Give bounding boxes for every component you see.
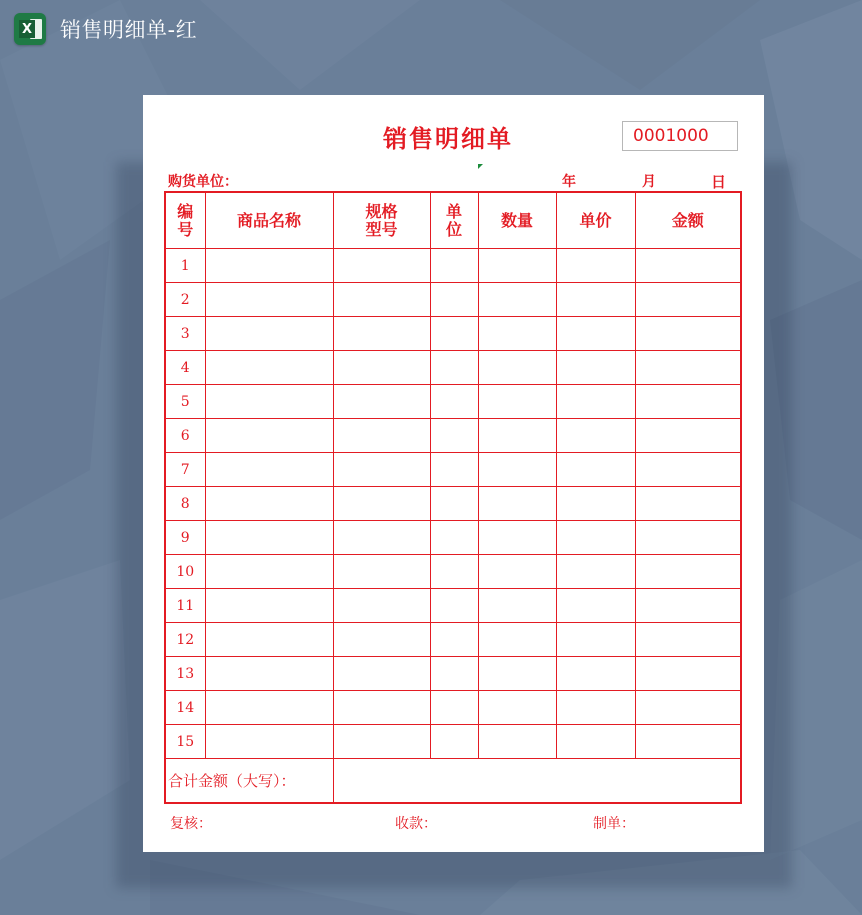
unit-cell[interactable]: [430, 249, 478, 283]
row-number-cell: 11: [165, 589, 205, 623]
date-day-label: 日: [711, 173, 727, 191]
unit-cell[interactable]: [430, 623, 478, 657]
amount-cell[interactable]: [635, 589, 741, 623]
amount-cell[interactable]: [635, 555, 741, 589]
amount-cell[interactable]: [635, 283, 741, 317]
detail-table: [164, 191, 742, 804]
cell-comment-marker: [478, 164, 483, 169]
row-number-cell: 12: [165, 623, 205, 657]
unit-cell[interactable]: [430, 385, 478, 419]
table-row: [165, 283, 741, 317]
product-name-cell[interactable]: [205, 249, 333, 283]
buyer-label: 购货单位：: [168, 174, 238, 190]
header-product-name: 商品名称: [205, 192, 333, 249]
unit-price-cell[interactable]: [556, 725, 635, 759]
unit-cell[interactable]: [430, 419, 478, 453]
spec-model-cell[interactable]: [333, 283, 430, 317]
amount-cell[interactable]: [635, 623, 741, 657]
quantity-cell[interactable]: [478, 657, 556, 691]
quantity-cell[interactable]: [478, 589, 556, 623]
table-row: [165, 555, 741, 589]
spec-model-cell[interactable]: [333, 453, 430, 487]
unit-price-cell[interactable]: [556, 691, 635, 725]
table-row: [165, 317, 741, 351]
amount-cell[interactable]: [635, 521, 741, 555]
amount-cell[interactable]: [635, 691, 741, 725]
row-number-cell: 7: [165, 453, 205, 487]
table-row: [165, 487, 741, 521]
table-row: [165, 623, 741, 657]
header-quantity: 数量: [478, 192, 556, 249]
quantity-cell[interactable]: [478, 317, 556, 351]
table-row: [165, 691, 741, 725]
row-number-cell: 8: [165, 487, 205, 521]
product-name-cell[interactable]: [205, 317, 333, 351]
product-name-cell[interactable]: [205, 555, 333, 589]
spec-model-cell[interactable]: [333, 657, 430, 691]
product-name-cell[interactable]: [205, 589, 333, 623]
product-name-cell[interactable]: [205, 351, 333, 385]
amount-cell[interactable]: [635, 249, 741, 283]
row-number-cell: 4: [165, 351, 205, 385]
unit-price-cell[interactable]: [556, 555, 635, 589]
table-row: [165, 657, 741, 691]
table-row: [165, 351, 741, 385]
review-label: 复核：: [170, 816, 212, 832]
unit-price-cell[interactable]: [556, 351, 635, 385]
spec-model-cell[interactable]: [333, 589, 430, 623]
quantity-cell[interactable]: [478, 453, 556, 487]
table-header-row: [165, 192, 741, 249]
excel-icon-letter: X: [19, 20, 35, 38]
unit-price-cell[interactable]: [556, 249, 635, 283]
amount-cell[interactable]: [635, 317, 741, 351]
unit-cell[interactable]: [430, 657, 478, 691]
quantity-cell[interactable]: [478, 419, 556, 453]
product-name-cell[interactable]: [205, 521, 333, 555]
product-name-cell[interactable]: [205, 385, 333, 419]
product-name-cell[interactable]: [205, 283, 333, 317]
product-name-cell[interactable]: [205, 419, 333, 453]
quantity-cell[interactable]: [478, 521, 556, 555]
product-name-cell[interactable]: [205, 725, 333, 759]
unit-price-cell[interactable]: [556, 453, 635, 487]
table-row: [165, 249, 741, 283]
product-name-cell[interactable]: [205, 623, 333, 657]
row-number-cell: 2: [165, 283, 205, 317]
header-spec-model: 规格 型号: [333, 192, 430, 249]
date-month-label: 月: [642, 174, 656, 190]
table-row: [165, 419, 741, 453]
unit-cell[interactable]: [430, 521, 478, 555]
header-amount: 金额: [635, 192, 741, 249]
unit-cell[interactable]: [430, 691, 478, 725]
quantity-cell[interactable]: [478, 623, 556, 657]
spec-model-cell[interactable]: [333, 691, 430, 725]
table-row: [165, 385, 741, 419]
product-name-cell[interactable]: [205, 691, 333, 725]
amount-cell[interactable]: [635, 453, 741, 487]
receipt-label: 收款：: [395, 816, 437, 832]
product-name-cell[interactable]: [205, 487, 333, 521]
product-name-cell[interactable]: [205, 453, 333, 487]
row-number-cell: 15: [165, 725, 205, 759]
spec-model-cell[interactable]: [333, 317, 430, 351]
row-number-cell: 3: [165, 317, 205, 351]
row-number-cell: 9: [165, 521, 205, 555]
app-title: 销售明细单-红: [60, 18, 198, 42]
row-number-cell: 1: [165, 249, 205, 283]
spec-model-cell[interactable]: [333, 351, 430, 385]
unit-price-cell[interactable]: [556, 317, 635, 351]
spec-model-cell[interactable]: [333, 419, 430, 453]
amount-cell[interactable]: [635, 385, 741, 419]
spec-model-cell[interactable]: [333, 521, 430, 555]
row-number-cell: 5: [165, 385, 205, 419]
amount-cell[interactable]: [635, 351, 741, 385]
quantity-cell[interactable]: [478, 725, 556, 759]
unit-price-cell[interactable]: [556, 657, 635, 691]
table-row: [165, 453, 741, 487]
unit-cell[interactable]: [430, 317, 478, 351]
spec-model-cell[interactable]: [333, 623, 430, 657]
unit-cell[interactable]: [430, 487, 478, 521]
unit-cell[interactable]: [430, 453, 478, 487]
unit-price-cell[interactable]: [556, 283, 635, 317]
row-number-cell: 13: [165, 657, 205, 691]
amount-cell[interactable]: [635, 487, 741, 521]
spec-model-cell[interactable]: [333, 725, 430, 759]
header-unit: 单 位: [430, 192, 478, 249]
unit-price-cell[interactable]: [556, 521, 635, 555]
unit-price-cell[interactable]: [556, 589, 635, 623]
unit-cell[interactable]: [430, 351, 478, 385]
total-amount-label: 合计金额（大写）：: [165, 759, 333, 804]
unit-price-cell[interactable]: [556, 419, 635, 453]
quantity-cell[interactable]: [478, 691, 556, 725]
serial-number-field[interactable]: 0001000: [622, 121, 738, 151]
app-header: [14, 12, 197, 46]
header-no: 编 号: [165, 192, 205, 249]
amount-cell[interactable]: [635, 419, 741, 453]
unit-price-cell[interactable]: [556, 487, 635, 521]
table-body: [165, 249, 741, 759]
quantity-cell[interactable]: [478, 385, 556, 419]
spec-model-cell[interactable]: [333, 555, 430, 589]
table-row: [165, 589, 741, 623]
spec-model-cell[interactable]: [333, 249, 430, 283]
excel-icon: [14, 13, 46, 45]
quantity-cell[interactable]: [478, 487, 556, 521]
row-number-cell: 14: [165, 691, 205, 725]
total-row: [165, 759, 741, 804]
spec-model-cell[interactable]: [333, 385, 430, 419]
product-name-cell[interactable]: [205, 657, 333, 691]
unit-cell[interactable]: [430, 725, 478, 759]
unit-price-cell[interactable]: [556, 623, 635, 657]
date-year-label: 年: [562, 174, 576, 190]
total-amount-cell[interactable]: [333, 759, 741, 804]
quantity-cell[interactable]: [478, 555, 556, 589]
table-row: [165, 521, 741, 555]
quantity-cell[interactable]: [478, 249, 556, 283]
unit-cell[interactable]: [430, 555, 478, 589]
unit-cell[interactable]: [430, 283, 478, 317]
row-number-cell: 10: [165, 555, 205, 589]
table-row: [165, 725, 741, 759]
amount-cell[interactable]: [635, 657, 741, 691]
header-unit-price: 单价: [556, 192, 635, 249]
unit-price-cell[interactable]: [556, 385, 635, 419]
quantity-cell[interactable]: [478, 351, 556, 385]
form-sheet: [143, 95, 764, 852]
form-title: 销售明细单: [383, 124, 513, 153]
prepared-by-label: 制单：: [593, 816, 635, 832]
row-number-cell: 6: [165, 419, 205, 453]
amount-cell[interactable]: [635, 725, 741, 759]
quantity-cell[interactable]: [478, 283, 556, 317]
unit-cell[interactable]: [430, 589, 478, 623]
spec-model-cell[interactable]: [333, 487, 430, 521]
